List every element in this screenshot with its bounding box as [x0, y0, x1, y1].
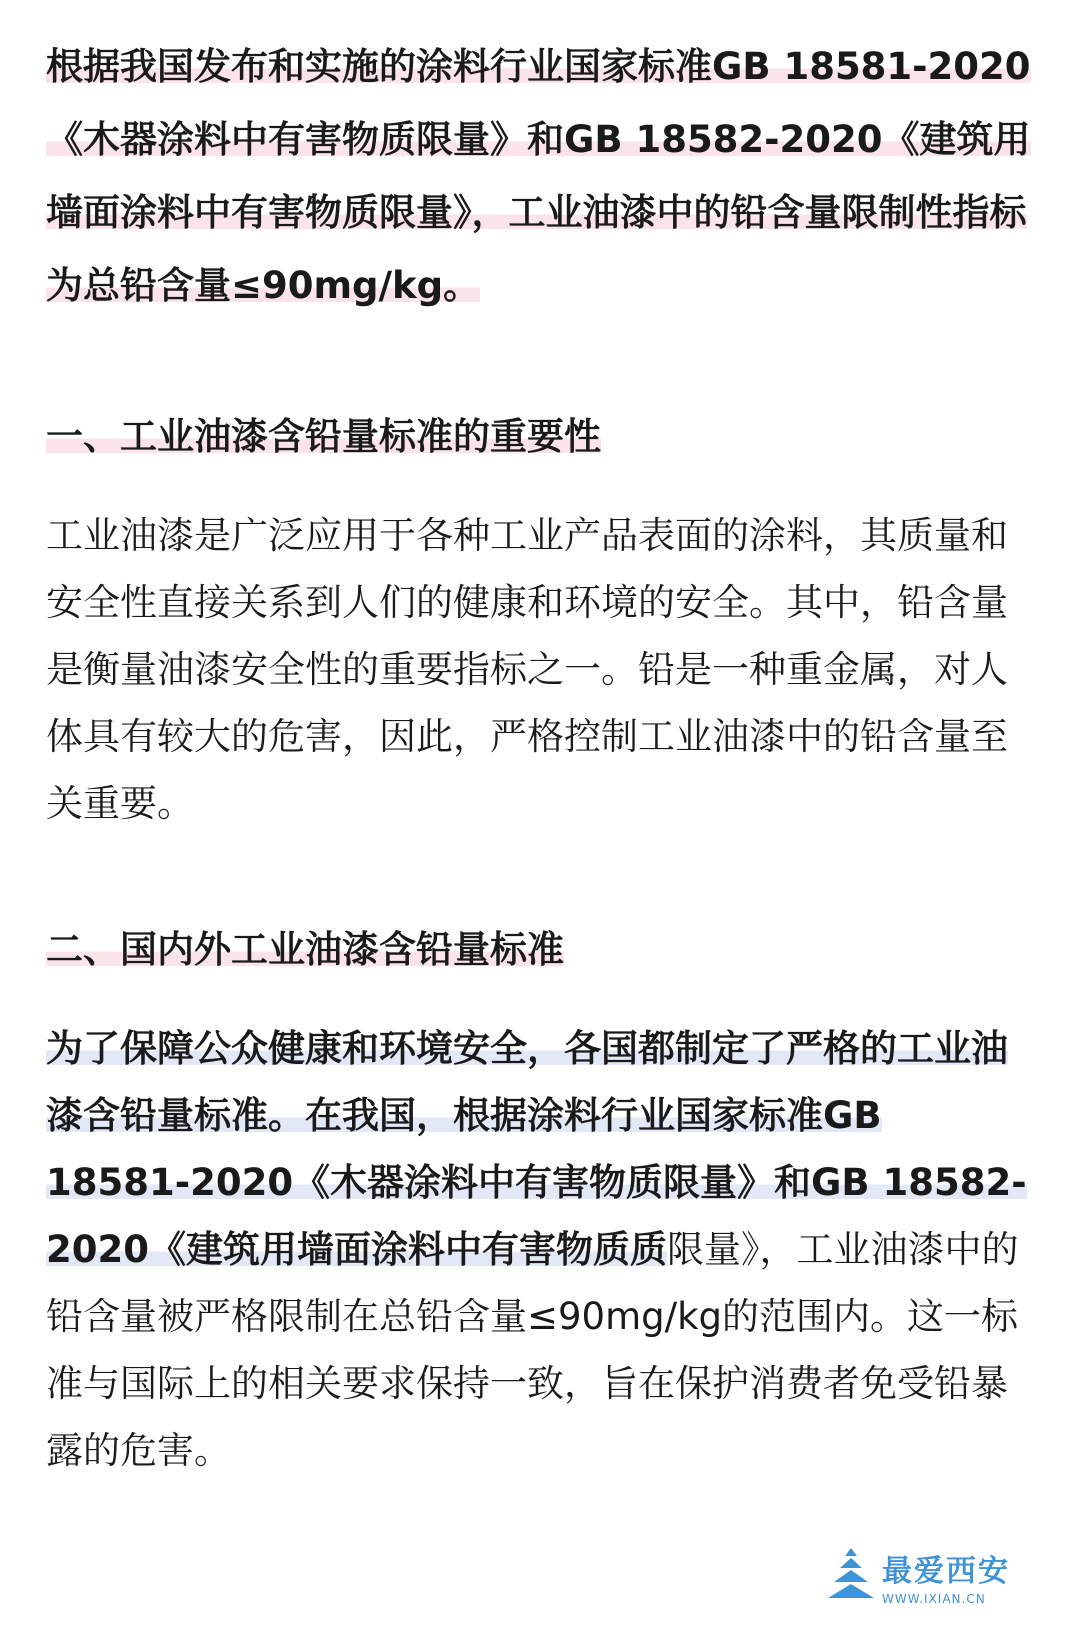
- watermark-url: WWW.IXIAN.CN: [882, 1592, 986, 1606]
- section-2-bold-tail: 质: [629, 1228, 667, 1271]
- article-content: [46, 0, 1031, 1484]
- section-1-body: 工业油漆是广泛应用于各种工业产品表面的涂料，其质量和安全性直接关系到人们的健康和环境的安全。其中，铅含量是衡量油漆安全性的重要指标之一。铅是一种重金属，对人体具有较大的危害，因此，严格控制工业油漆中的铅含量至关重要。: [46, 514, 1008, 825]
- xian-logo-icon: [826, 1546, 876, 1602]
- section-1-heading: 一、工业油漆含铅量标准的重要性: [46, 415, 601, 458]
- section-2-bold-highlight: 为了保障公众健康和环境安全，各国都制定了严格的工业油漆含铅量标准。在我国，根据涂料行业国家标准GB 18581-2020《木器涂料中有害物质限量》和GB 18582-2020《建筑用墙面涂料中有害物质: [46, 1027, 1027, 1271]
- section-2-body: [46, 1015, 1031, 1484]
- watermark-name: 最爱西安: [882, 1554, 1010, 1589]
- lead-highlight: 根据我国发布和实施的涂料行业国家标准GB 18581-2020《木器涂料中有害物质限量》和GB 18582-2020《建筑用墙面涂料中有害物质限量》，工业油漆中的铅含量限制性指标为总铅含量≤90mg/kg。: [46, 45, 1031, 307]
- section-2-heading: 二、国内外工业油漆含铅量标准: [46, 928, 564, 971]
- section-2-regular-text: 限量》，工业油漆中的铅含量被严格限制在总铅含量≤90mg/kg的范围内。这一标准与国际上的相关要求保持一致，旨在保护消费者免受铅暴露的危害。: [46, 1228, 1019, 1472]
- watermark: [826, 1542, 1010, 1622]
- lead-paragraph: [46, 0, 1031, 322]
